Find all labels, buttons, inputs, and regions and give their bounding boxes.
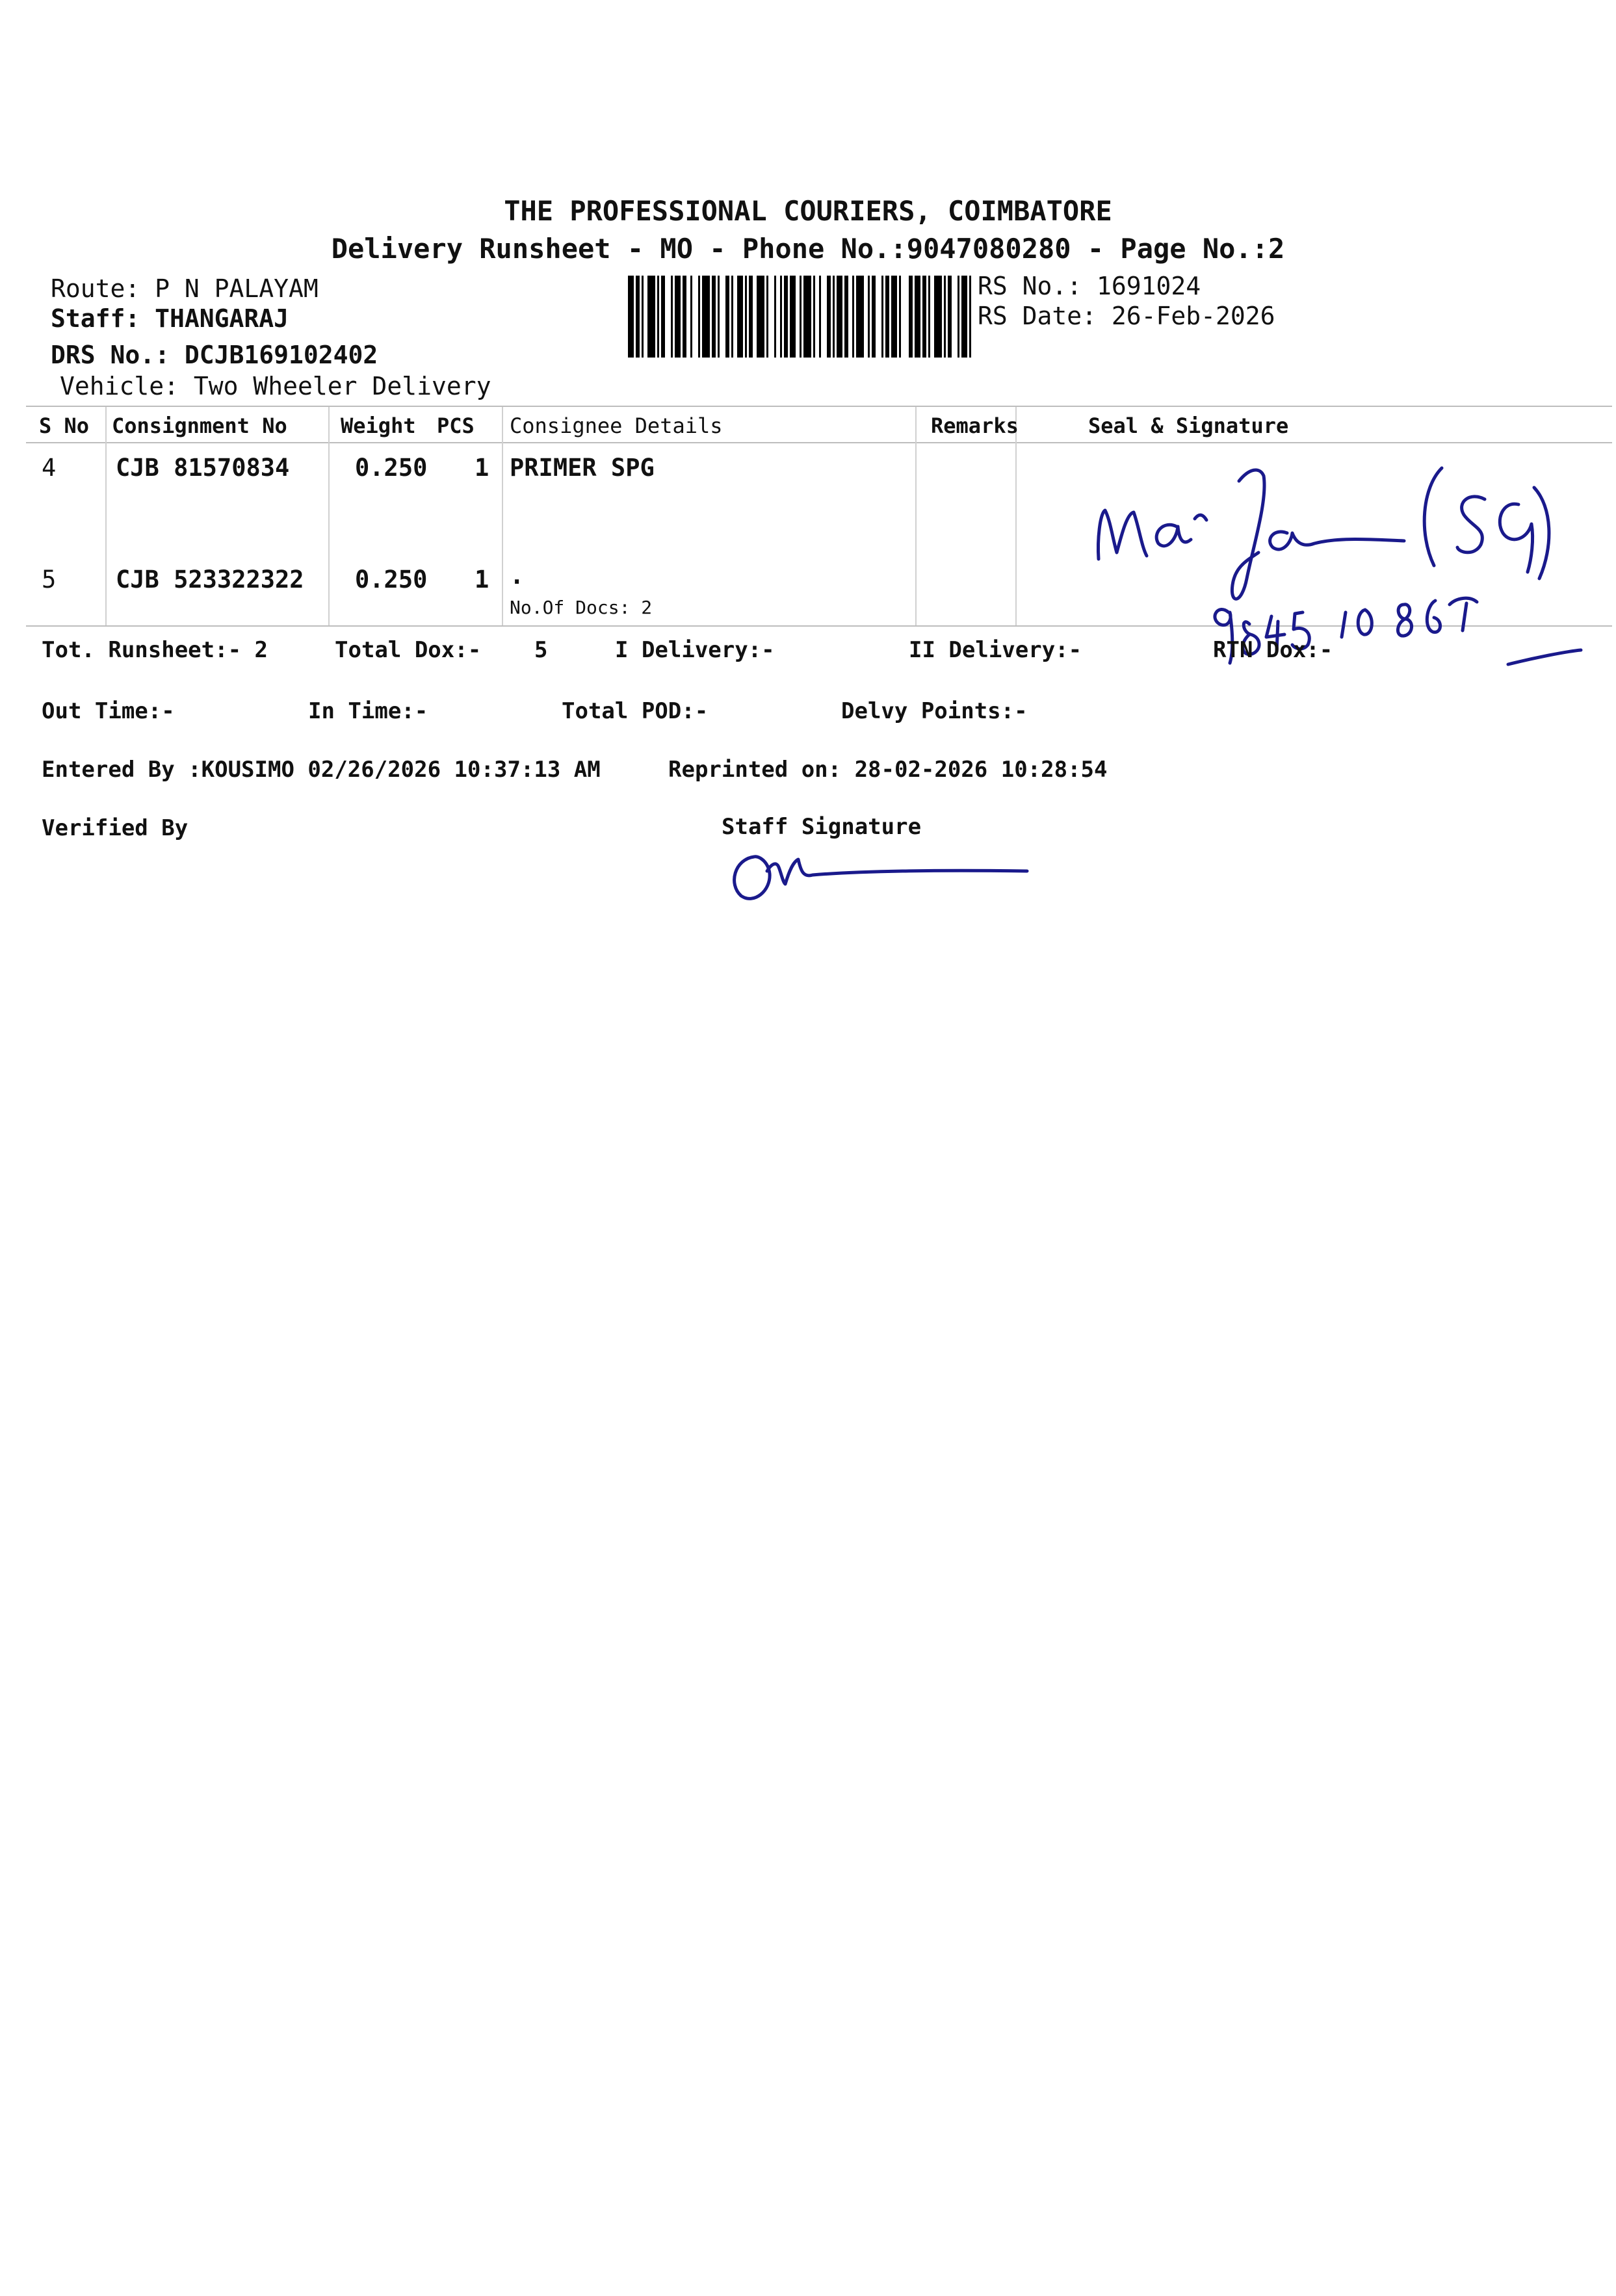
table-row-consignee: PRIMER SPG (510, 454, 655, 482)
table-row-pcs: 1 (475, 566, 489, 594)
handwritten-signature-icon (1079, 442, 1612, 676)
total-dox-value: 5 (534, 637, 548, 663)
staff-signature-label: Staff Signature (722, 814, 922, 840)
header-seal-signature: Seal & Signature (1088, 413, 1289, 438)
out-time: Out Time:- (42, 698, 175, 724)
table-row-consignee: . (510, 562, 525, 590)
header-remarks: Remarks (931, 413, 1019, 438)
barcode (628, 276, 971, 358)
col-divider (502, 407, 503, 625)
runsheet-subtitle: Delivery Runsheet - MO - Phone No.:9047080280 - Page No.:2 (331, 233, 1285, 265)
table-row-consignment: CJB 523322322 (116, 566, 304, 594)
header-pcs: PCS (437, 413, 475, 438)
header-weight: Weight (341, 413, 416, 438)
route-text: Route: P N PALAYAM (51, 274, 319, 303)
col-divider (915, 407, 917, 625)
staff-label: Staff: (51, 304, 155, 333)
rs-date: RS Date: 26-Feb-2026 (978, 302, 1275, 330)
header-consignee: Consignee Details (510, 413, 723, 438)
staff-value: THANGARAJ (155, 304, 289, 333)
table-row-sno: 5 (42, 566, 57, 594)
in-time: In Time:- (308, 698, 428, 724)
entered-by: Entered By :KOUSIMO 02/26/2026 10:37:13 AM (42, 757, 601, 783)
header-consignment: Consignment No (112, 413, 287, 438)
table-row-consignment: CJB 81570834 (116, 454, 290, 482)
table-row-pcs: 1 (475, 454, 489, 482)
col-divider (328, 407, 330, 625)
table-row-weight: 0.250 (355, 566, 428, 594)
header-sno: S No (39, 413, 90, 438)
drs-number: DRS No.: DCJB169102402 (51, 341, 378, 369)
delivery-points: Delvy Points:- (841, 698, 1028, 724)
col-divider (1015, 407, 1017, 625)
verified-by: Verified By (42, 815, 189, 841)
total-pod: Total POD:- (562, 698, 709, 724)
staff-line (51, 304, 289, 333)
vehicle-text: Vehicle: Two Wheeler Delivery (60, 372, 491, 400)
return-dox: RTN Dox:- (1213, 637, 1333, 663)
table-row-sno: 4 (42, 454, 57, 482)
total-dox-label: Total Dox:- (335, 637, 482, 663)
table-top-rule (26, 406, 1612, 407)
second-delivery: II Delivery:- (909, 637, 1082, 663)
first-delivery: I Delivery:- (615, 637, 775, 663)
col-divider (105, 407, 107, 625)
reprinted-on: Reprinted on: 28-02-2026 10:28:54 (668, 757, 1108, 783)
total-runsheet: Tot. Runsheet:- 2 (42, 637, 268, 663)
table-row-weight: 0.250 (355, 454, 428, 482)
company-title: THE PROFESSIONAL COURIERS, COIMBATORE (504, 195, 1112, 227)
staff-signature-icon (728, 845, 1040, 910)
docs-count-note: No.Of Docs: 2 (510, 597, 653, 618)
rs-number: RS No.: 1691024 (978, 272, 1201, 300)
